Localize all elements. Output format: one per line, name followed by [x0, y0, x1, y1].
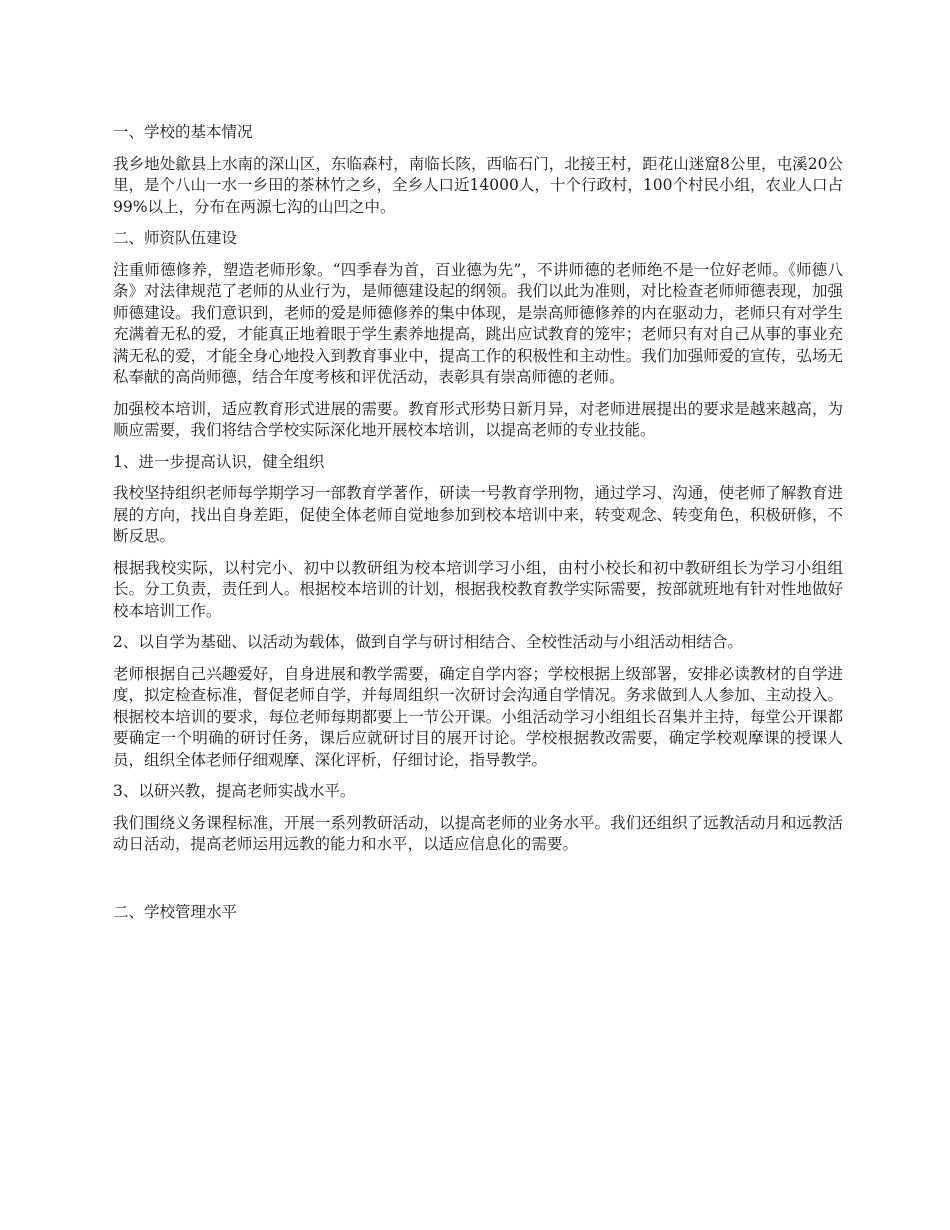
paragraph: 老师根据自己兴趣爱好，自身进展和教学需要，确定自学内容；学校根据上级部署，安排必读教材的自学进度，拟定检查标准，督促老师自学，并每周组织一次研讨会沟通自学情况。务求做到人人参加、主动投入。根据校本培训的要求，每位老师每期都要上一节公开课。小组活动学习小组组长召集并主持，每堂公开课都要确定一个明确的研讨任务，课后应就研讨目的展开讨论。学校根据教改需要，确定学校观摩课的授课人员，组织全体老师仔细观摩、深化评析，仔细讨论，指导教学。 [113, 664, 843, 769]
paragraph: 我校坚持组织老师每学期学习一部教育学著作，研读一号教育学刑物，通过学习、沟通，使老师了解教育进展的方向，找出自身差距，促使全体老师自觉地参加到校本培训中来，转变观念、转变角色，积极研修，不断反思。 [113, 484, 843, 545]
paragraph: 注重师德修养，塑造老师形象。“四季春为首，百业德为先”，不讲师德的老师绝不是一位好老师。《师德八条》对法律规范了老师的从业行为，是师德建设起的纲领。我们以此为准则，对比检查老师师德表现，加强师德建设。我们意识到，老师的爱是师德修养的集中体现，是崇高师德修养的内在驱动力，老师只有对学生充满着无私的爱，才能真正地着眼于学生素养地提高，跳出应试教育的笼牢；老师只有对自己从事的事业充满无私的爱，才能全身心地投入到教育事业中，提高工作的积极性和主动性。我们加强师爱的宣传，弘场无私奉献的高尚师德，结合年度考核和评优活动，表彰具有崇高师德的老师。 [113, 260, 843, 386]
document-page [113, 122, 843, 933]
subsection-heading: 1、进一步提高认识，健全组织 [113, 452, 325, 471]
section-heading: 一、学校的基本情况 [113, 123, 253, 141]
section-heading: 二、师资队伍建设 [113, 229, 238, 247]
section-heading: 二、学校管理水平 [113, 902, 238, 921]
section-spacer [113, 866, 843, 902]
subsection-heading: 2、以自学为基础、以活动为载体，做到自学与研讨相结合、全校性活动与小组活动相结合。 [113, 633, 743, 651]
paragraph: 根据我校实际，以村完小、初中以教研组为校本培训学习小组，由村小校长和初中教研组长为学习小组组长。分工负责，责任到人。根据校本培训的计划，根据我校教育教学实际需要，按部就班地有针对性地做好校本培训工作。 [113, 558, 843, 620]
paragraph: 我们围绕义务课程标准，开展一系列教研活动，以提高老师的业务水平。我们还组织了远教活动月和远教活动日活动，提高老师运用远教的能力和水平，以适应信息化的需要。 [113, 813, 843, 853]
paragraph: 我乡地处歙县上水南的深山区，东临森村，南临长陔，西临石门，北接王村，距花山迷窟8公里，屯溪20公里，是个八山一水一乡田的茶林竹之乡，全乡人口近14000人，十个行政村，100个村民小组，农业人口占99%以上，分布在两源七沟的山凹之中。 [113, 154, 843, 216]
paragraph: 加强校本培训，适应教育形式进展的需要。教育形式形势日新月异，对老师进展提出的要求是越来越高，为顺应需要，我们将结合学校实际深化地开展校本培训，以提高老师的专业技能。 [113, 399, 843, 439]
subsection-heading: 3、以研兴教，提高老师实战水平。 [113, 782, 356, 800]
